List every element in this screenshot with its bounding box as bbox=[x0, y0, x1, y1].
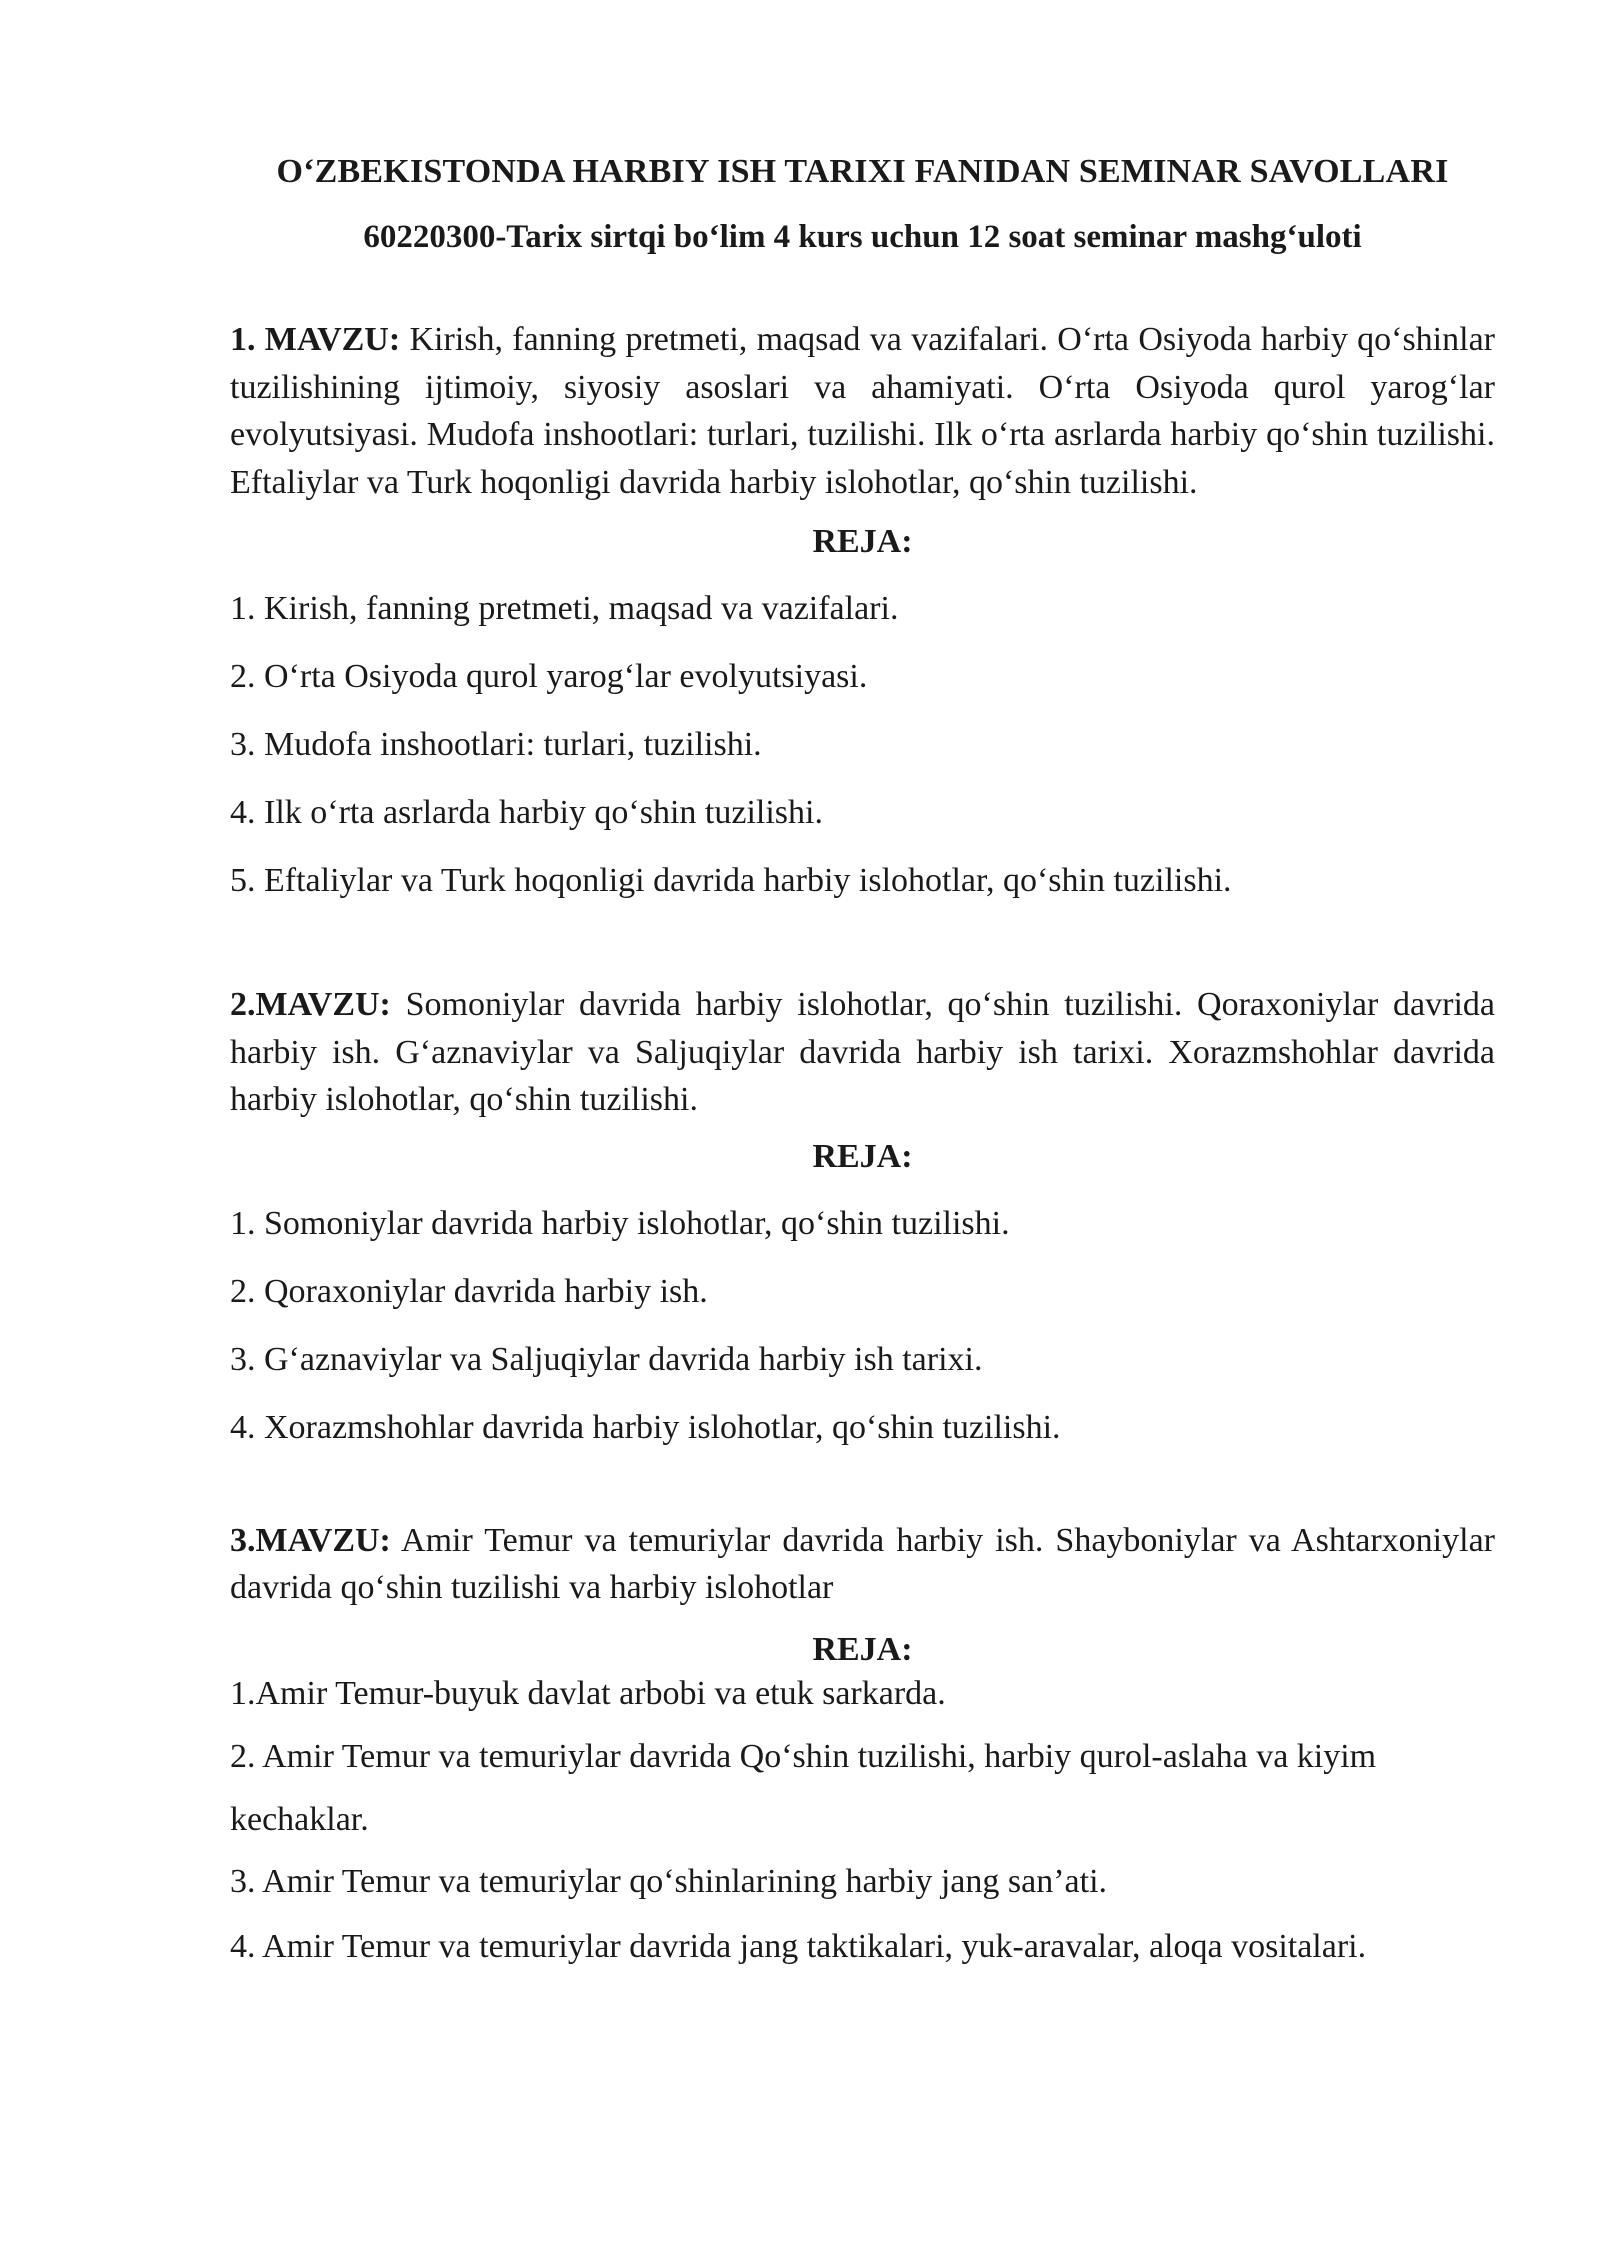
topic-description bbox=[230, 316, 1495, 506]
plan-item: 1. Somoniylar davrida harbiy islohotlar, qo‘shin tuzilishi. bbox=[230, 1204, 1010, 1242]
topic-text: Amir Temur va temuriylar davrida harbiy ish. Shayboniylar va Ashtarxoniylar davrida qo‘shin tuzilishi va harbiy islohotlar bbox=[230, 1521, 1495, 1606]
document-page bbox=[230, 150, 1495, 1969]
topic-text: Kirish, fanning pretmeti, maqsad va vazifalari. O‘rta Osiyoda harbiy qo‘shinlar tuzilishining ijtimoiy, siyosiy asoslari va ahamiyati. O‘rta Osiyoda qurol yarog‘lar evolyutsiyasi. Mudofa inshootlari: turlari, tuzilishi. Ilk o‘rta asrlarda harbiy qo‘shin tuzilishi. Eftaliylar va Turk hoqonligi davrida harbiy islohotlar, qo‘shin tuzilishi. bbox=[230, 321, 1495, 501]
plan-item: 4. Ilk o‘rta asrlarda harbiy qo‘shin tuzilishi. bbox=[230, 794, 823, 831]
plan-item: 3. G‘aznaviylar va Saljuqiylar davrida harbiy ish tarixi. bbox=[230, 1340, 983, 1378]
document-title: O‘ZBEKISTONDA HARBIY ISH TARIXI FANIDAN SEMINAR SAVOLLARI bbox=[276, 153, 1449, 190]
plan-item: 2. Amir Temur va temuriylar davrida Qo‘shin tuzilishi, harbiy qurol-aslaha va kiyim kechaklar. bbox=[230, 1737, 1377, 1838]
topic-label: 3.MAVZU: bbox=[230, 1521, 391, 1559]
topic-text: Somoniylar davrida harbiy islohotlar, qo‘shin tuzilishi. Qoraxoniylar davrida harbiy ish. G‘aznaviylar va Saljuqiylar davrida harbiy ish tarixi. Xorazmshohlar davrida harbiy islohotlar, qo‘shin tuzilishi. bbox=[230, 986, 1495, 1118]
plan-list bbox=[230, 1672, 1495, 1969]
plan-heading: REJA: bbox=[812, 1630, 913, 1668]
topic-2 bbox=[230, 981, 1495, 1450]
topic-label: 1. MAVZU: bbox=[230, 321, 401, 358]
plan-item: 1. Kirish, fanning pretmeti, maqsad va vazifalari. bbox=[230, 590, 899, 627]
plan-list bbox=[230, 1202, 1495, 1450]
topic-label: 2.MAVZU: bbox=[230, 986, 391, 1023]
topic-3 bbox=[230, 1517, 1495, 1969]
topic-description bbox=[230, 1517, 1495, 1612]
plan-item: 4. Xorazmshohlar davrida harbiy islohotlar, qo‘shin tuzilishi. bbox=[230, 1408, 1061, 1446]
plan-item: 4. Amir Temur va temuriylar davrida jang taktikalari, yuk-aravalar, aloqa vositalari. bbox=[230, 1927, 1367, 1965]
topic-1 bbox=[230, 316, 1495, 903]
plan-item: 2. Qoraxoniylar davrida harbiy ish. bbox=[230, 1272, 708, 1310]
document-subtitle: 60220300-Tarix sirtqi bo‘lim 4 kurs uchun 12 soat seminar mashg‘uloti bbox=[363, 219, 1362, 255]
plan-item: 5. Eftaliylar va Turk hoqonligi davrida harbiy islohotlar, qo‘shin tuzilishi. bbox=[230, 862, 1232, 899]
plan-item: 3. Amir Temur va temuriylar qo‘shinlarining harbiy jang san’ati. bbox=[230, 1862, 1108, 1900]
plan-item: 1.Amir Temur-buyuk davlat arbobi va etuk sarkarda. bbox=[230, 1674, 946, 1712]
plan-item: 2. O‘rta Osiyoda qurol yarog‘lar evolyutsiyasi. bbox=[230, 658, 868, 695]
topic-description bbox=[230, 981, 1495, 1124]
plan-list bbox=[230, 587, 1495, 903]
plan-heading: REJA: bbox=[812, 523, 913, 560]
plan-item: 3. Mudofa inshootlari: turlari, tuzilishi. bbox=[230, 726, 762, 763]
plan-heading: REJA: bbox=[812, 1137, 913, 1175]
